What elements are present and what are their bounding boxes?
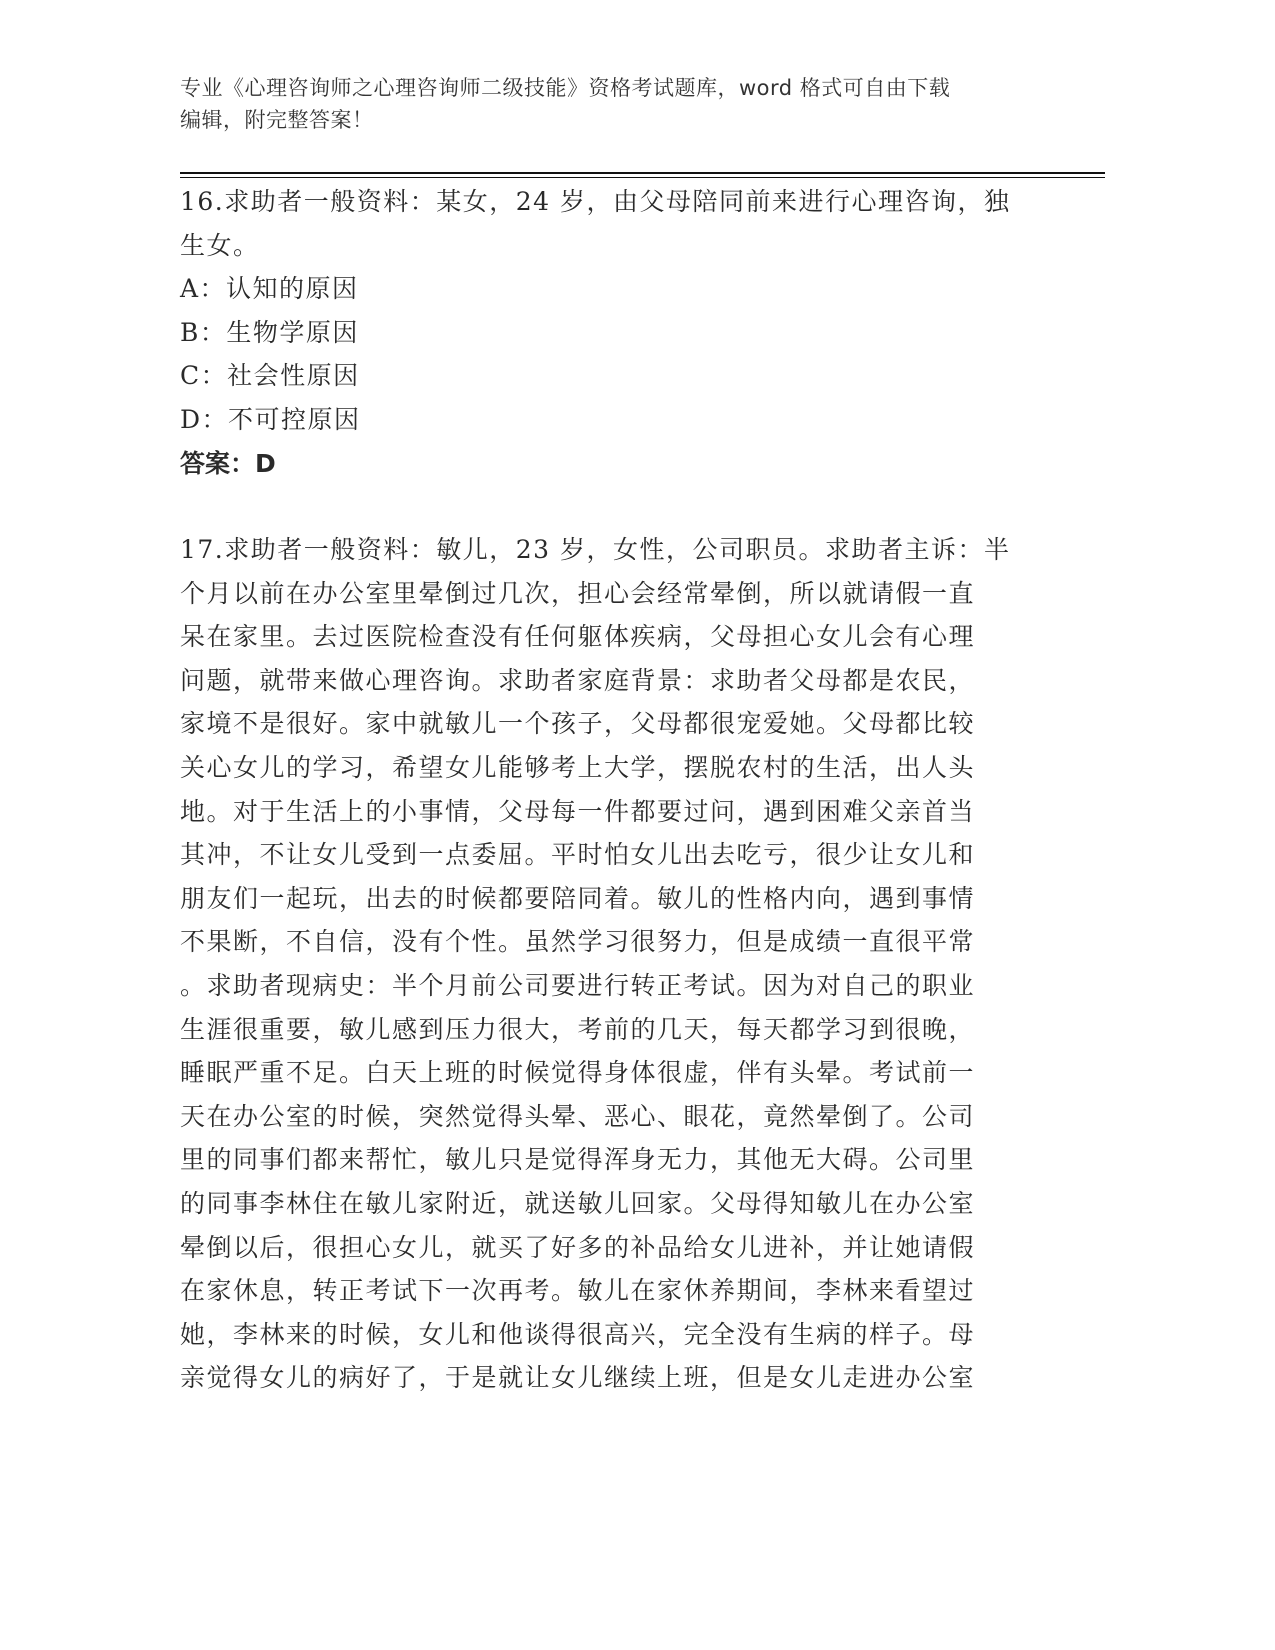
option-c: C：社会性原因	[180, 361, 360, 391]
header-rule-thick	[180, 172, 1105, 174]
question-17	[180, 528, 1120, 1400]
question-text-line: 睡眠严重不足。白天上班的时候觉得身体很虚，伴有头晕。考试前一	[180, 1058, 976, 1088]
document-header	[180, 72, 1120, 136]
question-16	[180, 180, 1120, 485]
question-text-line: 个月以前在办公室里晕倒过几次，担心会经常晕倒，所以就请假一直	[180, 578, 976, 608]
question-text-line: 。求助者现病史：半个月前公司要进行转正考试。因为对自己的职业	[180, 970, 976, 1000]
question-text-line: 晕倒以后，很担心女儿，就买了好多的补品给女儿进补，并让她请假	[180, 1232, 976, 1262]
question-text-line: 天在办公室的时候，突然觉得头晕、恶心、眼花，竟然晕倒了。公司	[180, 1101, 976, 1131]
answer: 答案：D	[180, 448, 276, 478]
question-text-line: 关心女儿的学习，希望女儿能够考上大学，摆脱农村的生活，出人头	[180, 752, 976, 782]
option-a: A：认知的原因	[180, 274, 359, 304]
question-text-line: 呆在家里。去过医院检查没有任何躯体疾病，父母担心女儿会有心理	[180, 622, 976, 652]
header-line: 专业《心理咨询师之心理咨询师二级技能》资格考试题库，word 格式可自由下载	[180, 76, 951, 100]
question-text-line: 朋友们一起玩，出去的时候都要陪同着。敏儿的性格内向，遇到事情	[180, 883, 976, 913]
question-text-line: 生涯很重要，敏儿感到压力很大，考前的几天，每天都学习到很晚，	[180, 1014, 976, 1044]
question-text-line: 她，李林来的时候，女儿和他谈得很高兴，完全没有生病的样子。母	[180, 1319, 976, 1349]
question-text: 16.求助者一般资料：某女，24 岁，由父母陪同前来进行心理咨询，独	[180, 187, 1011, 216]
question-text-line: 的同事李林住在敏儿家附近，就送敏儿回家。父母得知敏儿在办公室	[180, 1188, 976, 1218]
question-text-line: 亲觉得女儿的病好了，于是就让女儿继续上班，但是女儿走进办公室	[180, 1363, 976, 1393]
question-text-line: 17.求助者一般资料：敏儿，23 岁，女性，公司职员。求助者主诉：半	[180, 535, 1011, 564]
question-text-line: 在家休息，转正考试下一次再考。敏儿在家休养期间，李林来看望过	[180, 1276, 976, 1306]
question-text-line: 其冲，不让女儿受到一点委屈。平时怕女儿出去吃亏，很少让女儿和	[180, 840, 976, 870]
question-text: 生女。	[180, 230, 260, 260]
question-text-line: 地。对于生活上的小事情，父母每一件都要过问，遇到困难父亲首当	[180, 796, 976, 826]
option-b: B：生物学原因	[180, 317, 359, 347]
header-rule-thin	[180, 177, 1105, 178]
question-text-line: 问题，就带来做心理咨询。求助者家庭背景：求助者父母都是农民，	[180, 665, 976, 695]
header-line: 编辑，附完整答案！	[180, 108, 374, 132]
question-text-line: 家境不是很好。家中就敏儿一个孩子，父母都很宠爱她。父母都比较	[180, 709, 976, 739]
option-d: D：不可控原因	[180, 404, 361, 434]
question-text-line: 里的同事们都来帮忙，敏儿只是觉得浑身无力，其他无大碍。公司里	[180, 1145, 976, 1175]
question-text-line: 不果断，不自信，没有个性。虽然学习很努力，但是成绩一直很平常	[180, 927, 976, 957]
